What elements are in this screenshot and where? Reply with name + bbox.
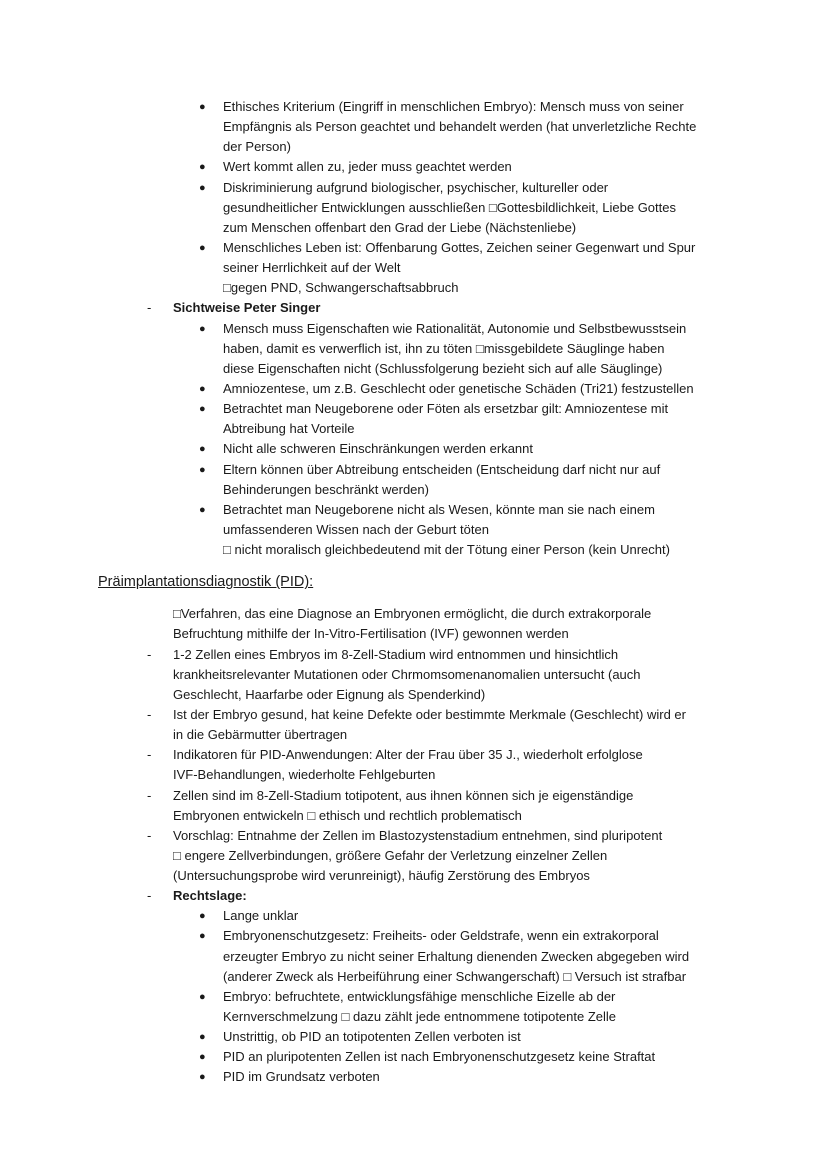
dash-item xyxy=(0,298,828,318)
paragraph xyxy=(0,604,828,644)
text-line: diese Eigenschaften nicht (Schlussfolgerung bezieht sich auf alle Säuglinge) xyxy=(223,360,663,376)
bullet-item xyxy=(0,178,828,238)
text-line: (Untersuchungsprobe wird verunreinigt), häufig Zerstörung des Embryos xyxy=(173,868,590,884)
bullet-item xyxy=(0,926,828,986)
text-line: zum Menschen offenbart den Grad der Liebe (Nächstenliebe) xyxy=(223,219,577,235)
dash-item xyxy=(0,705,828,745)
bullet-item xyxy=(0,319,828,379)
text-line: der Person) xyxy=(223,139,291,155)
bullet-icon: ● xyxy=(199,241,206,254)
text-line: in die Gebärmutter übertragen xyxy=(173,727,348,743)
dash-icon: - xyxy=(147,646,152,662)
dash-icon: - xyxy=(147,706,152,722)
text-line: Mensch muss Eigenschaften wie Rationalität, Autonomie und Selbstbewusstsein xyxy=(223,320,687,336)
text-line: Unstrittig, ob PID an totipotenten Zellen verboten ist xyxy=(223,1029,521,1045)
text-line: Indikatoren für PID-Anwendungen: Alter der Frau über 35 J., wiederholt erfolglose xyxy=(173,747,643,763)
bullet-icon: ● xyxy=(199,990,206,1003)
text-line: Befruchtung mithilfe der In-Vitro-Fertilisation (IVF) gewonnen werden xyxy=(173,626,569,642)
text-line: Vorschlag: Entnahme der Zellen im Blastozystenstadium entnehmen, sind pluripotent xyxy=(173,827,663,843)
bullet-item xyxy=(0,399,828,439)
text-line: Lange unklar xyxy=(223,908,299,924)
text-line: Nicht alle schweren Einschränkungen werden erkannt xyxy=(223,441,534,457)
bullet-icon: ● xyxy=(199,930,206,943)
bullet-icon: ● xyxy=(199,1051,206,1064)
text-line: umfassenderen Wissen nach der Geburt töten xyxy=(223,521,489,537)
bullet-item xyxy=(0,157,828,177)
bullet-item xyxy=(0,1067,828,1087)
text-line: erzeugter Embryo zu nicht seiner Erhaltung dienenden Zwecken abgegeben wird xyxy=(223,948,690,964)
section-heading: Präimplantationsdiagnostik (PID): xyxy=(98,574,314,591)
text-line: Empfängnis als Person geachtet und behandelt werden (hat unverletzliche Rechte xyxy=(223,119,697,135)
dash-icon: - xyxy=(147,300,152,316)
text-line: Behinderungen beschränkt werden) xyxy=(223,481,429,497)
dash-icon: - xyxy=(147,747,152,763)
text-line: krankheitsrelevanter Mutationen oder Chrmomsomenanomalien untersucht (auch xyxy=(173,666,641,682)
bullet-item xyxy=(0,906,828,926)
text-line: Ist der Embryo gesund, hat keine Defekte oder bestimmte Merkmale (Geschlecht) wird er xyxy=(173,706,686,722)
text-line: Embryonenschutzgesetz: Freiheits- oder Geldstrafe, wenn ein extrakorporal xyxy=(223,928,659,944)
text-line: Abtreibung hat Vorteile xyxy=(223,421,355,437)
text-line: gesundheitlicher Entwicklungen ausschließen □Gottesbildlichkeit, Liebe Gottes xyxy=(223,199,676,215)
bullet-item xyxy=(0,500,828,560)
bullet-item xyxy=(0,1027,828,1047)
text-line: Wert kommt allen zu, jeder muss geachtet werden xyxy=(223,159,512,175)
dash-icon: - xyxy=(147,888,152,904)
text-line: Diskriminierung aufgrund biologischer, psychischer, kultureller oder xyxy=(223,179,609,195)
dash-item xyxy=(0,645,828,705)
text-line: Embryonen entwickeln □ ethisch und rechtlich problematisch xyxy=(173,807,522,823)
text-line: □ engere Zellverbindungen, größere Gefahr der Verletzung einzelner Zellen xyxy=(173,847,608,863)
section xyxy=(0,97,828,560)
text-line: Rechtslage: xyxy=(173,888,247,904)
bullet-icon: ● xyxy=(199,161,206,174)
bullet-item xyxy=(0,379,828,399)
bullet-icon: ● xyxy=(199,382,206,395)
text-line: PID im Grundsatz verboten xyxy=(223,1069,380,1085)
document-page xyxy=(0,97,828,1088)
bullet-item xyxy=(0,439,828,459)
text-line: Embryo: befruchtete, entwicklungsfähige menschliche Eizelle ab der xyxy=(223,988,616,1004)
text-line: Amniozentese, um z.B. Geschlecht oder genetische Schäden (Tri21) festzustellen xyxy=(223,380,694,396)
bullet-item xyxy=(0,460,828,500)
text-line: (anderer Zweck als Herbeiführung einer Schwangerschaft) □ Versuch ist strafbar xyxy=(223,968,687,984)
bullet-icon: ● xyxy=(199,1031,206,1044)
bullet-icon: ● xyxy=(199,443,206,456)
bullet-icon: ● xyxy=(199,1071,206,1084)
bullet-icon: ● xyxy=(199,910,206,923)
text-line: Eltern können über Abtreibung entscheiden (Entscheidung darf nicht nur auf xyxy=(223,461,661,477)
dash-item xyxy=(0,745,828,785)
bullet-icon: ● xyxy=(199,463,206,476)
bullet-item xyxy=(0,987,828,1027)
dash-icon: - xyxy=(147,827,152,843)
text-line: Betrachtet man Neugeborene nicht als Wesen, könnte man sie nach einem xyxy=(223,501,655,517)
text-line: □ nicht moralisch gleichbedeutend mit der Tötung einer Person (kein Unrecht) xyxy=(223,542,670,558)
text-line: Kernverschmelzung □ dazu zählt jede entnommene totipotente Zelle xyxy=(223,1009,617,1025)
text-line: Ethisches Kriterium (Eingriff in menschlichen Embryo): Mensch muss von seiner xyxy=(223,99,684,114)
bullet-item xyxy=(0,238,828,298)
text-line: Zellen sind im 8-Zell-Stadium totipotent, aus ihnen können sich je eigenständige xyxy=(173,787,634,803)
text-line: □Verfahren, das eine Diagnose an Embryonen ermöglicht, die durch extrakorporale xyxy=(173,606,652,622)
text-line: Menschliches Leben ist: Offenbarung Gottes, Zeichen seiner Gegenwart und Spur xyxy=(223,239,696,255)
dash-icon: - xyxy=(147,787,152,803)
text-line: seiner Herrlichkeit auf der Welt xyxy=(223,260,401,276)
text-line: PID an pluripotenten Zellen ist nach Embryonenschutzgesetz keine Straftat xyxy=(223,1049,656,1065)
bullet-icon: ● xyxy=(199,181,206,194)
dash-item xyxy=(0,786,828,826)
section xyxy=(0,572,828,1087)
text-line: □gegen PND, Schwangerschaftsabbruch xyxy=(223,280,459,296)
dash-item xyxy=(0,886,828,906)
bullet-item xyxy=(0,1047,828,1067)
bullet-item xyxy=(0,97,828,157)
text-line: haben, damit es verwerflich ist, ihn zu töten □missgebildete Säuglinge haben xyxy=(223,340,665,356)
bullet-icon: ● xyxy=(199,403,206,416)
text-line: Betrachtet man Neugeborene oder Föten als ersetzbar gilt: Amniozentese mit xyxy=(223,401,669,417)
text-line: 1-2 Zellen eines Embryos im 8-Zell-Stadium wird entnommen und hinsichtlich xyxy=(173,646,619,662)
bullet-icon: ● xyxy=(199,503,206,516)
text-line: IVF-Behandlungen, wiederholte Fehlgeburten xyxy=(173,767,436,783)
text-line: Geschlecht, Haarfarbe oder Eignung als Spenderkind) xyxy=(173,686,486,702)
bullet-icon: ● xyxy=(199,101,206,113)
dash-item xyxy=(0,826,828,886)
bullet-icon: ● xyxy=(199,322,206,335)
text-line: Sichtweise Peter Singer xyxy=(173,300,321,316)
